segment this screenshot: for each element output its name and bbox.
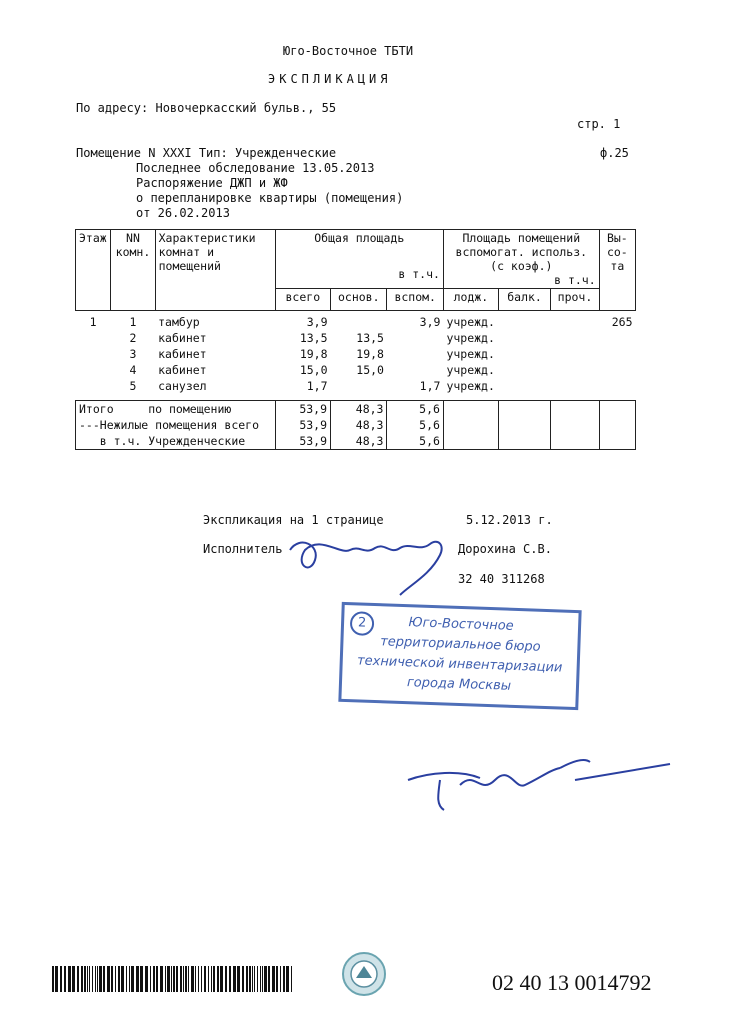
barcode-bar bbox=[77, 966, 79, 992]
header-incl: в т.ч. bbox=[398, 267, 440, 281]
barcode-bar bbox=[55, 966, 58, 992]
cell-empty bbox=[551, 330, 599, 346]
barcode-bar bbox=[268, 966, 270, 992]
header-floor: Этаж bbox=[76, 230, 111, 311]
cell-aux bbox=[387, 346, 443, 362]
table-row bbox=[76, 362, 636, 378]
cell-empty bbox=[551, 362, 599, 378]
address-line: По адресу: Новочеркасский бульв., 55 bbox=[76, 101, 337, 115]
cell-name: кабинет bbox=[158, 331, 207, 345]
cell-main: 19,8 bbox=[356, 347, 384, 361]
barcode-bar bbox=[185, 966, 187, 992]
document-title: ЭКСПЛИКАЦИЯ bbox=[268, 72, 392, 86]
barcode-bar bbox=[156, 966, 158, 992]
totals-empty bbox=[498, 433, 550, 450]
pages-note: Экспликация на 1 странице bbox=[203, 513, 384, 527]
totals-empty bbox=[599, 401, 635, 418]
header-aux: вспом. bbox=[387, 289, 443, 311]
stamp-line-4: города Москвы bbox=[406, 675, 512, 694]
totals-empty bbox=[443, 401, 498, 418]
cell-empty bbox=[551, 346, 599, 362]
table-row bbox=[76, 346, 636, 362]
barcode-bar bbox=[233, 966, 236, 992]
stamp-number: 2 bbox=[350, 611, 375, 636]
barcode-bar bbox=[153, 966, 155, 992]
header-aux-area bbox=[443, 230, 599, 289]
barcode-bar bbox=[52, 966, 54, 992]
barcode-bar bbox=[201, 966, 202, 992]
barcode-bar bbox=[252, 966, 253, 992]
totals-main: 48,3 bbox=[331, 401, 387, 418]
barcode-bar bbox=[87, 966, 88, 992]
header-total-area bbox=[275, 230, 443, 289]
form-code: ф.25 bbox=[600, 146, 629, 160]
barcode-bar bbox=[131, 966, 134, 992]
barcode-bar bbox=[92, 966, 93, 992]
cell-note: учрежд. bbox=[446, 315, 495, 329]
approval-signature bbox=[400, 750, 680, 820]
totals-main: 48,3 bbox=[331, 417, 387, 433]
cell-height bbox=[599, 378, 635, 394]
barcode-bar bbox=[217, 966, 219, 992]
barcode-bar bbox=[89, 966, 90, 992]
barcode-bar bbox=[220, 966, 223, 992]
barcode-bar bbox=[208, 966, 209, 992]
cell-aux: 3,9 bbox=[419, 315, 441, 329]
barcode-bar bbox=[213, 966, 215, 992]
document-number: 02 40 13 0014792 bbox=[492, 970, 652, 995]
barcode-bar bbox=[129, 966, 130, 992]
cell-all: 19,8 bbox=[299, 347, 328, 361]
totals-empty bbox=[599, 417, 635, 433]
stamp-line-1: Юго-Восточное bbox=[408, 615, 514, 634]
cell-main bbox=[331, 378, 387, 394]
barcode-bar bbox=[225, 966, 227, 992]
barcode-bar bbox=[176, 966, 178, 992]
barcode-bar bbox=[249, 966, 251, 992]
cell-name: кабинет bbox=[158, 363, 207, 377]
totals-empty bbox=[498, 401, 550, 418]
barcode-bar bbox=[291, 966, 292, 992]
totals-label: ---Нежилые помещения всего bbox=[76, 417, 276, 433]
totals-empty bbox=[443, 433, 498, 450]
cell-floor bbox=[76, 346, 111, 362]
barcode-bar bbox=[191, 966, 194, 992]
barcode-bar bbox=[188, 966, 189, 992]
barcode-bar bbox=[121, 966, 124, 992]
barcode-bar bbox=[262, 966, 263, 992]
cell-aux bbox=[387, 330, 443, 346]
barcode-bar bbox=[150, 966, 151, 992]
order-line-2: о перепланировке квартиры (помещения) bbox=[136, 191, 404, 205]
order-line-3: от 26.02.2013 bbox=[136, 206, 230, 220]
cell-all: 1,7 bbox=[306, 379, 328, 393]
totals-empty bbox=[551, 401, 599, 418]
barcode-bar bbox=[126, 966, 127, 992]
page-number: стр. 1 bbox=[577, 117, 621, 131]
barcode-bar bbox=[136, 966, 139, 992]
stamp-line-3: технической инвентаризации bbox=[356, 653, 563, 676]
barcode-bar bbox=[254, 966, 255, 992]
cell-note: учрежд. bbox=[446, 347, 495, 361]
cell-height bbox=[599, 330, 635, 346]
barcode-bar bbox=[280, 966, 281, 992]
barcode-bar bbox=[165, 966, 166, 992]
phone-number: 32 40 311268 bbox=[458, 572, 545, 586]
totals-aux: 5,6 bbox=[387, 401, 443, 418]
header-nn: NN комн. bbox=[111, 230, 155, 311]
cell-empty bbox=[498, 330, 550, 346]
totals-aux: 5,6 bbox=[387, 417, 443, 433]
barcode-bar bbox=[111, 966, 113, 992]
barcode-bar bbox=[264, 966, 267, 992]
header-incl2: в т.ч. bbox=[554, 273, 596, 287]
issue-date: 5.12.2013 г. bbox=[466, 513, 553, 527]
cell-aux bbox=[387, 362, 443, 378]
cell-name: кабинет bbox=[158, 347, 207, 361]
executor-signature bbox=[280, 520, 460, 600]
totals-empty bbox=[443, 417, 498, 433]
totals-empty bbox=[599, 433, 635, 450]
totals-label: Итого по помещению bbox=[76, 401, 276, 418]
totals-main: 48,3 bbox=[331, 433, 387, 450]
last-survey: Последнее обследование 13.05.2013 bbox=[136, 161, 375, 175]
cell-all: 13,5 bbox=[299, 331, 328, 345]
barcode-bar bbox=[97, 966, 98, 992]
cell-main bbox=[331, 311, 387, 331]
barcode-bar bbox=[115, 966, 116, 992]
totals-label: в т.ч. Учрежденческие bbox=[76, 433, 276, 450]
cell-name: тамбур bbox=[158, 315, 200, 329]
cell-empty bbox=[498, 311, 550, 331]
totals-all: 53,9 bbox=[275, 401, 330, 418]
org-name: Юго-Восточное ТБТИ bbox=[283, 44, 414, 58]
totals-row bbox=[76, 417, 636, 433]
cell-note: учрежд. bbox=[446, 331, 495, 345]
barcode-bar bbox=[272, 966, 275, 992]
executor-name: Дорохина С.В. bbox=[458, 542, 552, 556]
stamp-line-2: территориальное бюро bbox=[379, 634, 541, 655]
cell-empty bbox=[551, 311, 599, 331]
table-row bbox=[76, 330, 636, 346]
barcode-bar bbox=[257, 966, 258, 992]
barcode-bar bbox=[180, 966, 182, 992]
cell-note: учрежд. bbox=[446, 379, 495, 393]
cell-height bbox=[599, 362, 635, 378]
hologram-seal bbox=[336, 950, 392, 998]
barcode bbox=[52, 966, 292, 992]
barcode-bar bbox=[84, 966, 86, 992]
totals-row bbox=[76, 401, 636, 418]
barcode-bar bbox=[195, 966, 196, 992]
cell-all: 3,9 bbox=[306, 315, 328, 329]
barcode-bar bbox=[68, 966, 71, 992]
header-other: проч. bbox=[551, 289, 599, 311]
totals-empty bbox=[551, 433, 599, 450]
barcode-bar bbox=[276, 966, 278, 992]
table-row bbox=[76, 378, 636, 394]
barcode-bar bbox=[242, 966, 244, 992]
cell-floor: 1 bbox=[89, 315, 97, 329]
barcode-bar bbox=[81, 966, 83, 992]
cell-note: учрежд. bbox=[446, 363, 495, 377]
barcode-bar bbox=[237, 966, 240, 992]
barcode-bar bbox=[167, 966, 170, 992]
cell-floor bbox=[76, 362, 111, 378]
cell-floor bbox=[76, 378, 111, 394]
barcode-bar bbox=[246, 966, 248, 992]
header-all: всего bbox=[275, 289, 330, 311]
barcode-bar bbox=[198, 966, 199, 992]
explication-table bbox=[75, 229, 636, 450]
barcode-bar bbox=[72, 966, 75, 992]
barcode-bar bbox=[95, 966, 96, 992]
cell-height: 265 bbox=[611, 315, 633, 329]
cell-main: 15,0 bbox=[356, 363, 384, 377]
barcode-bar bbox=[204, 966, 206, 992]
cell-nn: 3 bbox=[129, 347, 137, 361]
cell-nn: 4 bbox=[129, 363, 137, 377]
cell-empty bbox=[498, 346, 550, 362]
order-line-1: Распоряжение ДЖП и ЖФ bbox=[136, 176, 288, 190]
header-main: основ. bbox=[331, 289, 387, 311]
barcode-bar bbox=[260, 966, 261, 992]
barcode-bar bbox=[211, 966, 212, 992]
barcode-bar bbox=[60, 966, 62, 992]
barcode-bar bbox=[145, 966, 148, 992]
cell-empty bbox=[551, 378, 599, 394]
barcode-bar bbox=[118, 966, 120, 992]
barcode-bar bbox=[171, 966, 172, 992]
barcode-bar bbox=[183, 966, 184, 992]
totals-aux: 5,6 bbox=[387, 433, 443, 450]
table-row bbox=[76, 311, 636, 331]
cell-empty bbox=[498, 378, 550, 394]
header-characteristics: Характеристики комнат и помещений bbox=[155, 230, 275, 311]
cell-empty bbox=[498, 362, 550, 378]
cell-floor bbox=[76, 330, 111, 346]
barcode-bar bbox=[140, 966, 143, 992]
header-aux-label: Площадь помещений вспомогат. использ. (с коэф.) bbox=[455, 231, 588, 273]
totals-empty bbox=[551, 417, 599, 433]
barcode-bar bbox=[64, 966, 66, 992]
barcode-bar bbox=[173, 966, 175, 992]
office-stamp bbox=[338, 602, 581, 710]
cell-nn: 2 bbox=[129, 331, 137, 345]
cell-main: 13,5 bbox=[356, 331, 384, 345]
cell-nn: 1 bbox=[129, 315, 137, 329]
cell-height bbox=[599, 346, 635, 362]
cell-aux: 1,7 bbox=[419, 379, 441, 393]
barcode-bar bbox=[107, 966, 110, 992]
totals-all: 53,9 bbox=[275, 433, 330, 450]
barcode-bar bbox=[283, 966, 285, 992]
barcode-bar bbox=[160, 966, 163, 992]
barcode-bar bbox=[286, 966, 289, 992]
executor-label: Исполнитель bbox=[203, 542, 283, 556]
barcode-bar bbox=[229, 966, 231, 992]
header-loggia: лодж. bbox=[443, 289, 498, 311]
totals-row bbox=[76, 433, 636, 450]
barcode-bar bbox=[99, 966, 102, 992]
cell-all: 15,0 bbox=[299, 363, 328, 377]
premise-line: Помещение N XXXI Тип: Учрежденческие bbox=[76, 146, 337, 160]
header-total-label: Общая площадь bbox=[314, 231, 405, 245]
totals-all: 53,9 bbox=[275, 417, 330, 433]
cell-name: санузел bbox=[158, 379, 207, 393]
totals-empty bbox=[498, 417, 550, 433]
barcode-bar bbox=[103, 966, 105, 992]
header-height: Вы-со-та bbox=[599, 230, 635, 311]
cell-nn: 5 bbox=[129, 379, 137, 393]
header-balcony: балк. bbox=[498, 289, 550, 311]
